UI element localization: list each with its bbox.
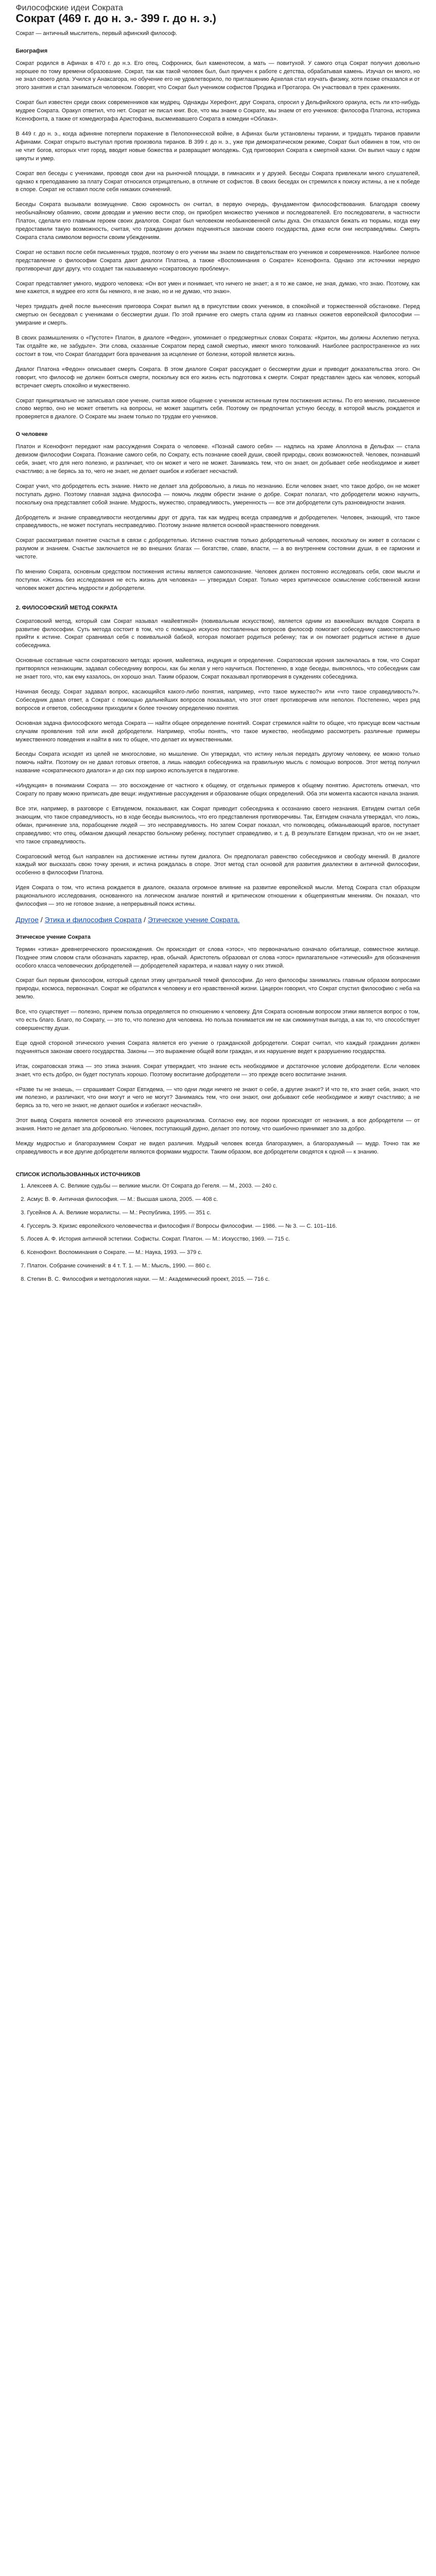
paragraph: Платон и Ксенофонт передают нам рассуждения Сократа о человеке. «Познай самого себя» — надпись на храме Аполлона в Дельфах — стала девизом философии Сократа. Познание самого себя, по Сократу, есть познание своей души, своей природы, своих возможностей. Человек, познавший себя, знает, что для него полезно, и различает, что он может и чего не может. Занимаясь тем, что он знает, он добывает себе необходимое и живет счастливо; а не берясь за то, чего не знает, не делает ошибок и избегает несчастий. (15, 444, 420, 474)
reference-item: 6. Ксенофонт. Воспоминания о Сократе. — М.: Наука, 1993. — 379 с. (27, 1249, 420, 1257)
paragraph: Через тридцать дней после вынесения приговора Сократ выпил яд в присутствии своих учеников, в спокойной и торжественной обстановке. Перед смертью он беседовал с учениками о бессмертии души. По этой причине его смерть стала одним из главных сюжетов европейской философии — умирание и смерть. (15, 303, 420, 327)
section-heading: О человеке (15, 431, 48, 438)
paragraph: Добродетель и знание справедливости неотделимы друг от друга, так как мудрец всегда справедлив и добродетелен. Человек, знающий, что такое справедливость, не может поступать несправедливо. Поэтому знание является основой нравственного поведения. (15, 514, 420, 529)
document-page (8, 0, 428, 1310)
references-heading: СПИСОК ИСПОЛЬЗОВАННЫХ ИСТОЧНИКОВ (15, 1171, 141, 1178)
paragraph: Все, что существует — полезно, причем польза определяется по отношению к человеку. Для Сократа основным вопросом этики является вопрос о том, что есть благо. Благо, по Сократу, — это то, что полезно для человека. Но польза понимается им не как сиюминутная выгода, а как то, что способствует совершенству души. (15, 1009, 420, 1031)
paragraph: Сократ родился в Афинах в 470 г. до н.э. Его отец, Софрониск, был каменотесом, а мать — повитухой. У самого отца Сократ получил довольно хорошее по тому времени образование. Сократ, так как такой человек был, был приучен к работе с детства, обрабатывая камень. Изучал он много, но не знал своего дела. Учился у Анаксагора, но обучение его не удовлетворило, по приглашению Архелая стал изучать физику, хотя позже отказался и от этого занятия и стал заниматься человеком. Говорят, что Сократ был учеником софистов Продика и Протагора. Он участвовал в трех сражениях. (15, 60, 420, 91)
reference-item: 2. Асмус В. Ф. Античная философия. — М.: Высшая школа, 2005. — 408 с. (27, 1196, 420, 1204)
reference-item: 5. Лосев А. Ф. История античной эстетики. Софисты. Сократ. Платон. — М.: Искусство, 1969. — 715 с. (27, 1235, 420, 1244)
paragraph: Этот вывод Сократа является основой его этического рационализма. Согласно ему, все пороки происходят от незнания, а все добродетели — от знания. Никто не делает зла добровольно. Человек, поступающий дурно, делает это потому, что ошибочно принимает зло за добро. (15, 1117, 420, 1132)
paragraph: Сократ учил, что добродетель есть знание. Никто не делает зла добровольно, а лишь по незнанию. Если человек знает, что такое добро, он не может поступать дурно. Поэтому главная задача философа — помочь людям обрести знание о добре. Сократ полагал, что добродетели можно научить, поскольку она представляет собой знание. Мудрость, мужество, справедливость, умеренность — все эти добродетели суть разновидности знания. (15, 483, 420, 506)
page-title: Сократ (469 г. до н. э.- 399 г. до н. э.) (15, 11, 217, 25)
reference-item: 1. Алексеев А. С. Великие судьбы — великие мысли. От Сократа до Гегеля. — М., 2003. — 240 с. (27, 1182, 420, 1191)
paragraph: Идея Сократа о том, что истина рождается в диалоге, оказала огромное влияние на развитие европейской мысли. Метод Сократа стал образцом рационального исследования, основанного на логическом анализе понятий и критическом отношении к общепринятым мнениям. Он показал, что философия — это не готовое знание, а непрерывный поиск истины. (15, 885, 420, 908)
paragraph: Беседы Сократа вызывали возмущение. Свою скромность он считал, в первую очередь, фундаментом философствования. Благодаря своему необычайному обаянию, своим доводам и умению вести спор, он приобрел множество учеников и последователей. Его последователи, в частности Платон, сделали его главным героем своих диалогов. Сократ был человеком необыкновенной силы духа. Он отказался бежать из тюрьмы, когда ему предоставили такую возможность, считая, что гражданин должен подчиняться законам своего государства, даже если они несправедливы. Смерть Сократа стала символом верности своим убеждениям. (15, 201, 420, 241)
reference-item: 4. Гуссерль Э. Кризис европейского человечества и философия // Вопросы философии. — 1986. — № 3. — С. 101–116. (27, 1223, 420, 1231)
ethics-section (16, 946, 420, 1157)
paragraph: Сократ не оставил после себя письменных трудов, поэтому о его учении мы знаем по свидетельствам его учеников и современников. Наиболее полное представление о философии Сократа дают диалоги Платона, а также «Воспоминания о Сократе» Ксенофонта. Однако эти источники нередко противоречат друг другу, что создает так называемую «сократовскую проблему». (15, 249, 420, 272)
paragraph: Сократ представляет умного, мудрого человека: «Он вот умен и понимает, что ничего не знает; а я то же самое, не зная, думаю, что знаю. Поэтому, как мне кажется, я мудрее его хотя бы немного, я не знаю, но и не думаю, что знаю». (15, 280, 420, 295)
paragraph: Сократ вел беседы с учениками, проводя свои дни на рыночной площади, в гимнасиях и у друзей. Беседы Сократа привлекали много слушателей, однако к преподаванию за плату Сократ относился отрицательно, в отличие от софистов. В своих беседах он стремился к поиску истины, а не к победе в споре. Сократ не оставил после себя никаких сочинений. (15, 170, 420, 193)
paragraph: Основные составные части сократовского метода: ирония, майевтика, индукция и определение. Сократовская ирония заключалась в том, что Сократ притворялся незнающим, задавал собеседнику вопросы, как бы желая у него научиться. Постепенно, в ходе беседы, выяснялось, что собеседник сам не знает того, что, как ему казалось, он хорошо знал. Таким образом, Сократ показывал противоречия в суждениях собеседника. (15, 657, 420, 681)
reference-item: 8. Степин В. С. Философия и методология науки. — М.: Академический проект, 2015. — 716 с. (27, 1276, 420, 1284)
breadcrumb (16, 916, 420, 924)
paragraph: Беседы Сократа исходят из целей не многословие, но мышление. Он утверждал, что истину нельзя передать другому человеку, ее можно только помочь найти. Поэтому он не давал готовых ответов, а лишь наводил собеседника на правильную мысль с помощью вопросов. Этот метод получил название «сократического диалога» и до сих пор широко используется в педагогике. (15, 751, 420, 774)
reference-item: 7. Платон. Собрание сочинений: в 4 т. Т. 1. — М.: Мысль, 1990. — 860 с. (27, 1262, 420, 1270)
paragraph: Сократ рассматривал понятие счастья в связи с добродетелью. Истинно счастлив только добродетельный человек, поскольку он живет в согласии с разумом и знанием. Счастье заключается не во внешних благах — богатстве, славе, власти, — а во внутреннем состоянии души, в ее гармонии и чистоте. (15, 537, 420, 561)
paragraph: Сократовский метод, который сам Сократ называл «майевтикой» (повивальным искусством), является одним из важнейших вкладов Сократа в развитие философии. Суть метода состоит в том, что с помощью искусно поставленных вопросов философ помогает собеседнику самостоятельно прийти к истине. Сократ сравнивал себя с повивальной бабкой, которая помогает родиться ребенку; так и он помогает родиться истине в душе собеседника. (15, 618, 420, 649)
paragraph: Диалог Платона «Федон» описывает смерть Сократа. В этом диалоге Сократ рассуждает о бессмертии души и приводит доказательства этого. Он говорит, что философ не должен бояться смерти, поскольку вся его жизнь есть подготовка к смерти. Сократ представлен здесь как человек, который встречает смерть спокойно и мужественно. (15, 366, 420, 389)
ethics-heading: Этическое учение Сократа (15, 934, 91, 940)
intro-paragraph: Сократ — античный мыслитель, первый афинский философ. (15, 30, 178, 37)
paragraph: «Индукция» в понимании Сократа — это восхождение от частного к общему, от отдельных примеров к общему понятию. Аристотель отмечал, что Сократу по праву можно приписать две вещи: индуктивные рассуждения и образование общих определений. Оба эти момента касаются начала знания. (15, 783, 420, 798)
paragraph: Сократ был первым философом, который сделал этику центральной темой философии. До него философы занимались главным образом вопросами природы, космоса, первоначал. Сократ же обратился к человеку и его нравственной жизни. Цицерон говорил, что Сократ спустил философию с неба на землю. (15, 977, 420, 1001)
breadcrumb-separator: / (38, 915, 45, 924)
breadcrumb-link-ethical-teaching[interactable]: Этическое учение Сократа. (147, 915, 240, 924)
paragraph: В 449 г. до н. э., когда афиняне потерпели поражение в Пелопоннесской войне, в Афинах были установлены тирании, и тридцать тиранов правили Афинами. Сократ открыто выступал против произвола тиранов. В 399 г. до н. э., уже при демократическом режиме, Сократ был обвинен в том, что он не чтит богов, которых чтит город, вводит новые божества и развращает молодежь. Суд приговорил Сократа к смертной казни. Он выпил чашу с ядом цикуты и умер. (15, 130, 420, 162)
paragraph: Все эти, например, в разговоре с Евтидемом, показывают, как Сократ приводит собеседника к осознанию своего незнания. Евтидем считал себя знающим, что такое справедливость, но в ходе беседы выяснилось, что его представления противоречивы. Так, Евтидем сначала утверждал, что ложь, обман, причинение зла, порабощение людей — это несправедливость. Но затем Сократ показал, что полководец, обманывающий врагов, поступает справедливо; что отец, обманом дающий лекарство больному ребенку, поступает справедливо, и т. д. В результате Евтидем признал, что он не знает, что такое справедливость. (15, 805, 420, 845)
breadcrumb-link-ethics[interactable]: Этика и философия Сократа (44, 915, 142, 924)
breadcrumb-link-other[interactable]: Другое (15, 915, 39, 924)
paragraph: Основная задача философского метода Сократа — найти общее определение понятий. Сократ стремился найти то общее, что присуще всем частным случаям проявления той или иной добродетели. Например, чтобы понять, что такое мужество, необходимо рассмотреть различные примеры мужественного поведения и найти в них то общее, что делает их мужественными. (15, 720, 420, 743)
breadcrumb-separator: / (142, 915, 148, 924)
paragraph: Сократ был известен среди своих современников как мудрец. Однажды Херефонт, друг Сократа, спросил у Дельфийского оракула, есть ли кто-нибудь мудрее Сократа. Оракул ответил, что нет. Сократ не писал книг. Все, что мы знаем о Сократе, мы знаем от его учеников: философа Платона, историка Ксенофонта, а также от комедиографа Аристофана, высмеивавшего Сократа в комедии «Облака». (15, 99, 420, 123)
paragraph: Начиная беседу, Сократ задавал вопрос, касающийся какого-либо понятия, например, «что такое мужество?» или «что такое справедливость?». Собеседник давал ответ, а Сократ с помощью дальнейших вопросов показывал, что этот ответ противоречив или неполон. Постепенно, через ряд вопросов и ответов, собеседники приходили к более точному определению понятия. (15, 689, 420, 711)
paragraph: В своих размышлениях о «Пустоте» Платон, в диалоге «Федон», упоминает о предсмертных словах Сократа: «Критон, мы должны Асклепию петуха. Так отдайте же, не забудьте». Эти слова, сказанные Сократом перед самой смертью, имеют много толкований. Наиболее распространенное из них состоит в том, что Сократ благодарит бога врачевания за исцеление от болезни, которой является жизнь. (15, 335, 420, 358)
section-heading: Биография (15, 47, 48, 54)
paragraph: По мнению Сократа, основным средством постижения истины является самопознание. Человек должен постоянно исследовать себя, свои мысли и поступки. «Жизнь без исследования не есть жизнь для человека» — утверждал Сократ. Только через критическое осмысление собственной жизни человек может достичь мудрости и добродетели. (15, 569, 420, 591)
references-list (16, 1182, 420, 1284)
reference-item: 3. Гусейнов А. А. Великие моралисты. — М.: Республика, 1995. — 351 с. (27, 1209, 420, 1217)
paragraph: Итак, сократовская этика — это этика знания. Сократ утверждает, что знание есть необходимое и достаточное условие добродетели. Если человек знает, что есть добро, он будет поступать хорошо. Поэтому воспитание добродетели — это прежде всего воспитание знания. (15, 1063, 420, 1078)
paragraph: «Разве ты не знаешь, — спрашивает Сократ Евтидема, — что одни люди ничего не знают о себе, а другие знают? И что те, кто знает себя, знают, что им полезно, и различают, что они могут и чего не могут? Занимаясь тем, что они знают, они добывают себе необходимое и живут счастливо; а не берясь за то, чего не знают, не делают ошибок и избегают несчастий». (15, 1086, 420, 1109)
paragraph: Сократовский метод был направлен на достижение истины путем диалога. Он предполагал равенство собеседников и свободу мнений. В диалоге каждый мог высказать свою точку зрения, и истина рождалась в споре. Этот метод стал основой для развития диалектики в античной философии, особенно в философии Платона. (15, 853, 420, 876)
paragraph: Сократ принципиально не записывал свое учение, считая живое общение с учеником истинным путем постижения истины. По его мнению, письменное слово мертво, оно не может ответить на вопросы, не может защитить себя. Поэтому он предпочитал устную беседу, в которой мысль рождается и проверяется в диалоге. О Сократе мы знаем только по трудам его учеников. (15, 397, 420, 420)
paragraph: Термин «этика» древнегреческого происхождения. Он происходит от слова «этос», что первоначально означало обиталище, совместное жилище. Позднее этим словом стали обозначать характер, нрав, обычай. Аристотель образовал от слова «этос» прилагательное «этический» для обозначения особого класса человеческих добродетелей — добродетелей характера, и назвал науку о них этикой. (15, 946, 420, 969)
category-title: Философские идеи Сократа (15, 4, 124, 12)
paragraph: Между мудростью и благоразумием Сократ не видел различия. Мудрый человек всегда благоразумен, а благоразумный — мудр. Точно так же справедливость и все другие добродетели являются формами мудрости. Таким образом, все добродетели сводятся к одной — к знанию. (15, 1141, 420, 1155)
section-heading: 2. ФИЛОСОФСКИЙ МЕТОД СОКРАТА (15, 604, 118, 611)
article-sections (16, 47, 420, 909)
paragraph: Еще одной стороной этического учения Сократа является его учение о гражданской добродетели. Сократ считал, что каждый гражданин должен подчиняться законам своего государства. Законы — это выражение общей воли граждан, и их нарушение ведет к разрушению государства. (15, 1040, 420, 1055)
